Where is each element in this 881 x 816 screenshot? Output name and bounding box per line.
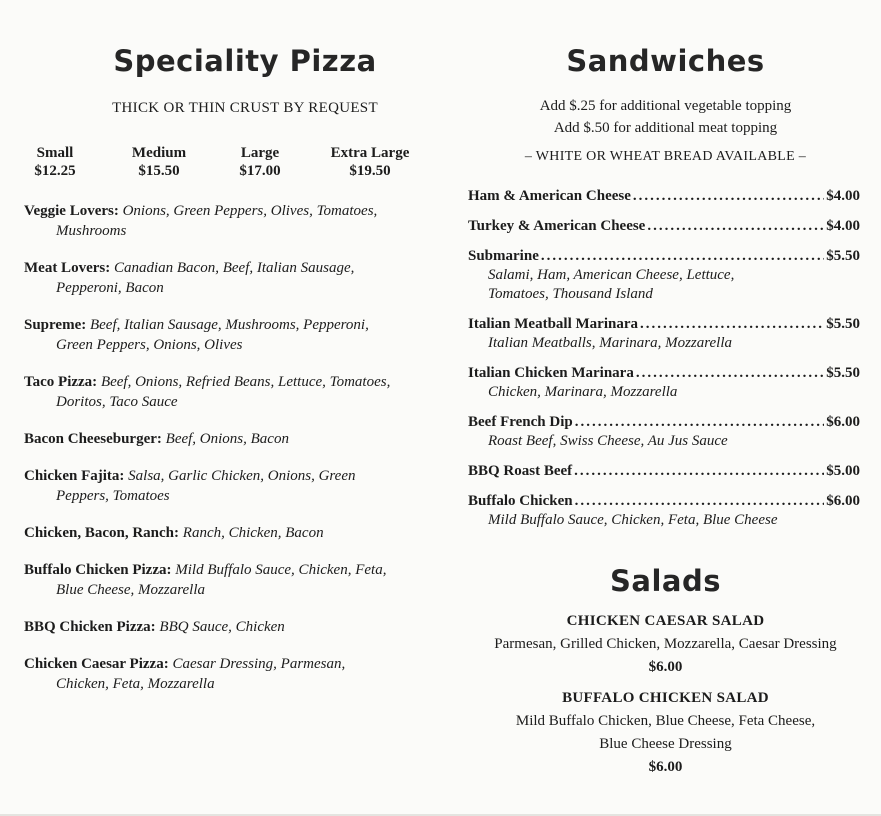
sandwich-item: [468, 363, 860, 402]
pizza-item: [24, 258, 434, 298]
pizza-desc-cont: Doritos, Taco Sauce: [56, 394, 178, 410]
pizza-item: [24, 560, 434, 600]
sandwich-name: Buffalo Chicken: [468, 493, 573, 509]
sandwich-name: Italian Chicken Marinara: [468, 365, 634, 381]
sandwich-name: Italian Meatball Marinara: [468, 316, 638, 332]
pizza-desc: BBQ Sauce, Chicken: [159, 619, 285, 635]
dot-leader: [574, 461, 824, 481]
pizza-name: Veggie Lovers:: [24, 203, 119, 219]
sandwich-item: [468, 216, 860, 236]
crust-note: THICK OR THIN CRUST BY REQUEST: [112, 100, 378, 116]
size-small: [24, 144, 86, 180]
pizza-desc: Canadian Bacon, Beef, Italian Sausage,: [113, 260, 355, 276]
pizza-item: [24, 466, 434, 506]
sandwich-desc: Salami, Ham, American Cheese, Lettuce,: [488, 267, 735, 283]
pizza-name: Taco Pizza:: [24, 374, 98, 390]
pizza-item: [24, 315, 434, 355]
addon-meat-note: Add $.50 for additional meat topping: [553, 120, 778, 136]
pizza-desc: Beef, Onions, Bacon: [165, 431, 289, 447]
size-label: Large: [240, 145, 280, 161]
sandwich-price: $4.00: [826, 188, 860, 204]
pizza-item: [24, 523, 434, 543]
salad-desc: Mild Buffalo Chicken, Blue Cheese, Feta Cheese,: [515, 713, 816, 729]
size-price: $17.00: [239, 163, 281, 179]
pizza-desc: Mild Buffalo Sauce, Chicken, Feta,: [175, 562, 387, 578]
sandwich-list: [468, 186, 860, 540]
sandwich-item: [468, 461, 860, 481]
sandwich-desc: Italian Meatballs, Marinara, Mozzarella: [488, 335, 733, 351]
salad-item: [468, 610, 863, 679]
sandwich-price: $4.00: [826, 218, 860, 234]
sandwich-price: $5.50: [826, 365, 860, 381]
pizza-name: Supreme:: [24, 317, 87, 333]
pizza-desc: Beef, Italian Sausage, Mushrooms, Pepperoni,: [89, 317, 369, 333]
salad-name: CHICKEN CAESAR SALAD: [566, 613, 765, 629]
pizza-desc: Salsa, Garlic Chicken, Onions, Green: [128, 468, 356, 484]
pizza-desc-cont: Mushrooms: [56, 223, 127, 239]
dot-leader: [640, 314, 824, 334]
pizza-desc: Ranch, Chicken, Bacon: [182, 525, 324, 541]
sandwich-price: $5.50: [826, 248, 860, 264]
sandwich-item: [468, 314, 860, 353]
pizza-name: BBQ Chicken Pizza:: [24, 619, 156, 635]
pizza-item: [24, 201, 434, 241]
pizza-item: [24, 372, 434, 412]
sandwich-desc: Mild Buffalo Sauce, Chicken, Feta, Blue Cheese: [488, 512, 778, 528]
pizza-name: Meat Lovers:: [24, 260, 111, 276]
sandwich-price: $6.00: [826, 414, 860, 430]
pizza-item: [24, 654, 434, 694]
pizza-size-prices: [24, 144, 434, 184]
sandwich-item: [468, 186, 860, 206]
dot-leader: [647, 216, 824, 236]
pizza-desc: Caesar Dressing, Parmesan,: [172, 656, 346, 672]
salad-name: BUFFALO CHICKEN SALAD: [562, 690, 769, 706]
sandwiches-heading: Sandwiches: [566, 44, 765, 78]
pizza-name: Buffalo Chicken Pizza:: [24, 562, 172, 578]
size-large: [227, 144, 293, 180]
salad-desc-cont: Blue Cheese Dressing: [599, 736, 732, 752]
sandwich-name: Beef French Dip: [468, 414, 573, 430]
dot-leader: [636, 363, 824, 383]
sandwich-price: $6.00: [826, 493, 860, 509]
sandwich-name: BBQ Roast Beef: [468, 463, 573, 479]
size-label: Medium: [131, 145, 187, 161]
pizza-name: Chicken, Bacon, Ranch:: [24, 525, 180, 541]
sandwich-name: Submarine: [468, 248, 539, 264]
size-price: $15.50: [138, 163, 180, 179]
pizza-desc-cont: Pepperoni, Bacon: [56, 280, 164, 296]
pizza-desc-cont: Chicken, Feta, Mozzarella: [56, 676, 215, 692]
size-price: $12.25: [34, 163, 76, 179]
pizza-item: [24, 429, 434, 449]
pizza-name: Chicken Fajita:: [24, 468, 125, 484]
size-medium: [126, 144, 192, 180]
salad-item: [468, 687, 863, 779]
pizza-desc: Beef, Onions, Refried Beans, Lettuce, Tomatoes,: [100, 374, 391, 390]
size-label: Small: [36, 145, 74, 161]
salad-price: $6.00: [648, 659, 683, 675]
sandwich-price: $5.50: [826, 316, 860, 332]
pizza-heading: Speciality Pizza: [113, 44, 377, 78]
dot-leader: [633, 186, 824, 206]
size-extra-large: [324, 144, 416, 180]
pizza-item: [24, 617, 434, 637]
salad-price: $6.00: [648, 759, 683, 775]
addon-vegetable-note: Add $.25 for additional vegetable topping: [539, 98, 792, 114]
salads-heading: Salads: [610, 564, 721, 598]
sandwich-desc-cont: Tomatoes, Thousand Island: [488, 286, 653, 302]
sandwich-price: $5.00: [826, 463, 860, 479]
pizza-desc-cont: Peppers, Tomatoes: [56, 488, 170, 504]
pizza-name: Bacon Cheeseburger:: [24, 431, 162, 447]
sandwich-item: [468, 491, 860, 530]
pizza-desc: Onions, Green Peppers, Olives, Tomatoes,: [122, 203, 378, 219]
pizza-name: Chicken Caesar Pizza:: [24, 656, 169, 672]
dot-leader: [541, 246, 824, 266]
size-label: Extra Large: [330, 145, 410, 161]
dot-leader: [575, 491, 825, 511]
bread-note: – WHITE OR WHEAT BREAD AVAILABLE –: [524, 149, 807, 164]
size-price: $19.50: [349, 163, 391, 179]
sandwich-name: Turkey & American Cheese: [468, 218, 646, 234]
sandwich-desc: Chicken, Marinara, Mozzarella: [488, 384, 678, 400]
sandwich-item: [468, 412, 860, 451]
pizza-desc-cont: Blue Cheese, Mozzarella: [56, 582, 205, 598]
salad-desc: Parmesan, Grilled Chicken, Mozzarella, Caesar Dressing: [494, 636, 837, 652]
sandwich-desc: Roast Beef, Swiss Cheese, Au Jus Sauce: [488, 433, 728, 449]
pizza-desc-cont: Green Peppers, Onions, Olives: [56, 337, 243, 353]
sandwich-item: [468, 246, 860, 304]
sandwich-name: Ham & American Cheese: [468, 188, 631, 204]
pizza-list: [24, 201, 434, 711]
dot-leader: [575, 412, 825, 432]
